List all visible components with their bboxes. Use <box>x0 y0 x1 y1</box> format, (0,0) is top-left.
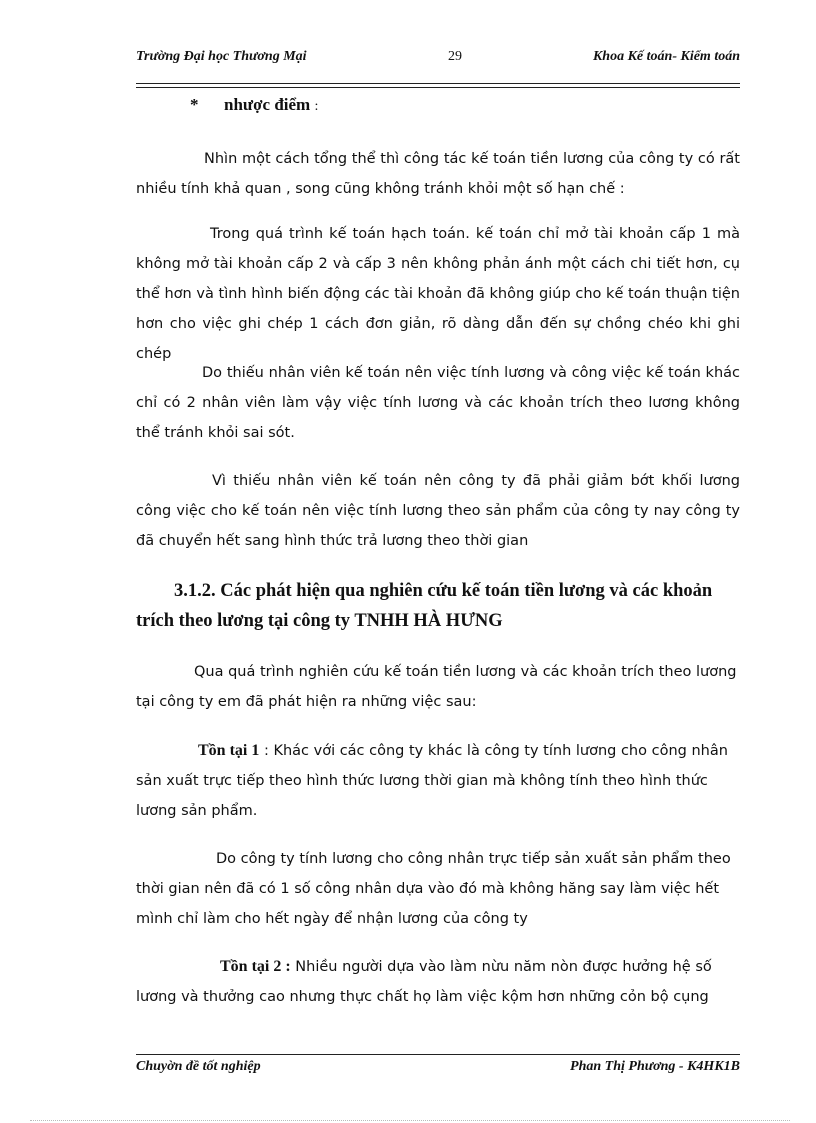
subheading-title: nhược điểm <box>224 95 311 114</box>
paragraph-issue-1 <box>136 736 740 826</box>
header-school-name: Trường Đại học Thương Mại <box>136 49 307 64</box>
page-header <box>136 48 740 70</box>
issue-2-label: Tồn tại 2 : <box>220 958 291 975</box>
issue-2-text: Nhiều người dựa vào làm nừu năm nòn được hưởng hệ số lương và thưởng cao nhưng thực chất họ làm việc kộm hơn những cỏn bộ cụng <box>136 959 712 1005</box>
subheading-weaknesses <box>190 94 318 118</box>
paragraph-staff-shortage: Do thiếu nhân viên kế toán nên việc tính lương và công việc kế toán khác chỉ có 2 nhân viên làm vậy việc tính lương và các khoản trích theo lương không thể tránh khỏi sai sót. <box>136 365 740 441</box>
header-rule-thick <box>136 83 740 84</box>
paragraph-payroll-change: Vì thiếu nhân viên kế toán nên công ty đã phải giảm bớt khối lương công việc cho kế toán nên việc tính lương theo sản phẩm của công ty nay công ty đã chuyển hết sang hình thức trả lương theo thời gian <box>136 473 740 549</box>
issue-1-text: : Khác với các công ty khác là công ty tính lương cho công nhân sản xuất trực tiếp theo hình thức lương thời gian mà không tính theo hình thức lương sản phẩm. <box>136 743 728 819</box>
subheading-colon: : <box>314 99 319 114</box>
header-faculty-name: Khoa Kế toán- Kiểm toán <box>592 49 740 64</box>
paragraph-overview: Nhìn một cách tổng thể thì công tác kế toán tiền lương của công ty có rất nhiều tính khả quan , song cũng không tránh khỏi một số hạn chế : <box>136 151 740 197</box>
page-footer <box>136 1058 740 1078</box>
paragraph-section-intro: Qua quá trình nghiên cứu kế toán tiền lương và các khoản trích theo lương tại công ty em đã phát hiện ra những việc sau: <box>136 664 737 710</box>
page-edge-dotted-line <box>30 1120 790 1121</box>
footer-author: Phan Thị Phương - K4HK1B <box>570 1059 740 1074</box>
issue-1-label: Tồn tại 1 <box>198 742 260 759</box>
footer-document-type: Chuyờn đề tốt nghiệp <box>136 1059 261 1074</box>
paragraph-issue-1-followup: Do công ty tính lương cho công nhân trực tiếp sản xuất sản phẩm theo thời gian nên đã có 1 số công nhân dựa vào đó mà không hăng say làm việc hết mình chỉ làm cho hết ngày để nhận lương của công ty <box>136 851 731 927</box>
footer-rule <box>136 1054 740 1055</box>
header-rule-thin <box>136 87 740 88</box>
page-number: 29 <box>448 49 462 64</box>
bullet-marker: * <box>190 95 199 114</box>
section-heading: 3.1.2. Các phát hiện qua nghiên cứu kế toán tiền lương và các khoản trích theo lương tại công ty TNHH HÀ HƯNG <box>136 581 713 631</box>
paragraph-issue-2 <box>136 952 740 1012</box>
paragraph-accounts: Trong quá trình kế toán hạch toán. kế toán chỉ mở tài khoản cấp 1 mà không mở tài khoản cấp 2 và cấp 3 nên không phản ánh một cách chi tiết hơn, cụ thể hơn và tình hình biến động các tài khoản đã không giúp cho kế toán thuận tiện hơn cho việc ghi chép 1 cách đơn giản, rõ dàng dẫn đến sự chồng chéo khi ghi chép <box>136 226 740 362</box>
